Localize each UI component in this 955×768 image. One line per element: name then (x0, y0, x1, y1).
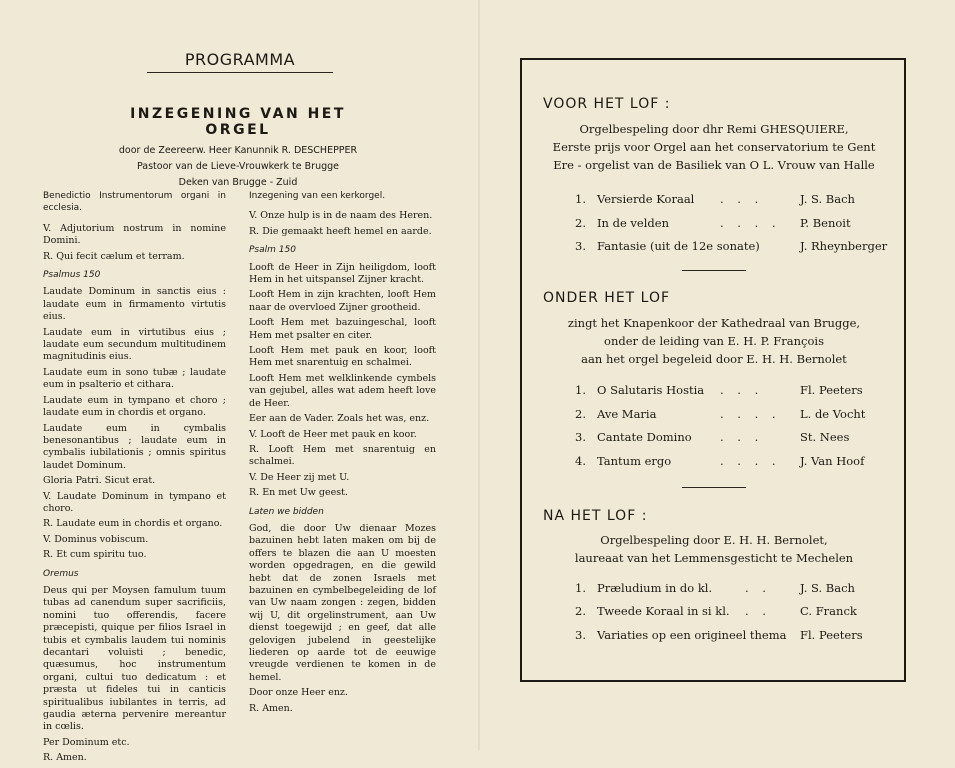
dutch-psalm-label: Psalm 150 (249, 245, 296, 256)
item-composer: J. Van Hoof (800, 454, 865, 468)
section-divider (682, 487, 746, 488)
latin-psalm-verse: Laudate eum in virtutibus eius ; laudate eum secundum multitudinem magnitudinis eius. (43, 326, 226, 363)
item-title: Versierde Koraal (597, 192, 695, 206)
item-dots: . . (745, 581, 771, 595)
title-underline (147, 72, 333, 73)
latin-psalm-verse: Laudate eum in cymbalis benesonantibus ; laudate eum in cymbalis iubilationis ; omnis spiritus laudet Dominum. (43, 422, 226, 471)
dutch-gloria: Eer aan de Vader. Zoals het was, enz. (249, 413, 430, 425)
na-line-1: Orgelbespeling door E. H. H. Bernolet, (600, 533, 828, 547)
byline-3: Deken van Brugge - Zuid (178, 177, 298, 188)
program-item (575, 383, 895, 399)
item-title: Variaties op een origineel thema (597, 628, 787, 642)
item-title: Tantum ergo (597, 454, 672, 468)
item-title: Fantasie (uit de 12e sonate) (597, 239, 760, 253)
dutch-psalm-verse: Looft Hem in zijn krachten, looft Hem naar de overvloed Zijner grootheid. (249, 289, 436, 313)
dutch-amen: R. Amen. (249, 702, 293, 714)
latin-gloria: Gloria Patri. Sicut erat. (43, 475, 156, 487)
item-composer: Fl. Peeters (800, 628, 863, 642)
latin-psalm-verse: Laudate eum in tympano et choro ; laudate eum in chordis et organo. (43, 394, 226, 419)
program-item (575, 604, 895, 620)
dutch-versicle-3: V. De Heer zij met U. (249, 471, 350, 483)
dutch-versicle-1: V. Onze hulp is in de naam des Heren. (249, 210, 433, 222)
item-dots: . . . . (720, 407, 781, 421)
latin-response-1: R. Qui fecit cælum et terram. (43, 250, 185, 262)
dutch-response-1: R. Die gemaakt heeft hemel en aarde. (249, 225, 432, 237)
item-number: 2. (575, 216, 586, 230)
item-title: Cantate Domino (597, 430, 692, 444)
dutch-column (249, 190, 436, 718)
item-composer: J. S. Bach (800, 192, 855, 206)
section-divider (682, 270, 746, 271)
latin-amen: R. Amen. (43, 752, 87, 764)
item-number: 3. (575, 628, 586, 642)
voor-line-3: Ere - orgelist van de Basiliek van O L. Vrouw van Halle (553, 158, 875, 172)
item-number: 4. (575, 454, 586, 468)
latin-psalm-verse: Laudate Dominum in sanctis eius : laudate eum in firmamento virtutis eius. (43, 286, 226, 323)
item-number: 2. (575, 604, 586, 618)
latin-versicle-1: V. Adjutorium nostrum in nomine Domini. (43, 222, 226, 247)
program-item (575, 239, 895, 255)
item-composer: L. de Vocht (800, 407, 866, 421)
program-item (575, 407, 895, 423)
item-composer: St. Nees (800, 430, 850, 444)
byline-1: door de Zeereerw. Heer Kanunnik R. DESCHEPPER (118, 145, 358, 156)
item-composer: Fl. Peeters (800, 383, 863, 397)
oremus-label: Oremus (43, 568, 79, 579)
item-composer: C. Franck (800, 604, 857, 618)
program-item (575, 581, 895, 597)
item-title: Ave Maria (597, 407, 657, 421)
latin-versicle-3: V. Dominus vobiscum. (43, 533, 149, 545)
item-dots: . . . (720, 383, 764, 397)
dutch-response-2: R. Looft Hem met snarentuig en schalmei. (249, 443, 436, 468)
voor-line-1: Orgelbespeling door dhr Remi GHESQUIERE, (579, 122, 849, 136)
latin-response-3: R. Et cum spiritu tuo. (43, 549, 147, 561)
ceremony-title: INZEGENING VAN HET ORGEL (130, 106, 346, 138)
na-het-lof-heading: NA HET LOF : (543, 508, 648, 524)
dutch-psalm-verse: Looft de Heer in Zijn heiligdom, looft Hem in het uitspansel Zijner kracht. (249, 261, 436, 286)
item-number: 1. (575, 383, 586, 397)
door-onze-heer: Door onze Heer enz. (249, 687, 348, 699)
dutch-versicle-2: V. Looft de Heer met pauk en koor. (249, 428, 417, 440)
program-item (575, 430, 895, 446)
na-line-2: laureaat van het Lemmensgesticht te Mechelen (574, 551, 854, 565)
page-fold (478, 0, 480, 750)
item-dots: . . (745, 604, 771, 618)
item-title: Præludium in do kl. (597, 581, 713, 595)
voor-line-2: Eerste prijs voor Orgel aan het conservatorium te Gent (552, 140, 876, 154)
per-dominum: Per Dominum etc. (43, 736, 130, 748)
dutch-psalm-verse: Looft Hem met pauk en koor, looft Hem met snarentuig en schalmei. (249, 345, 436, 369)
item-composer: J. S. Bach (800, 581, 855, 595)
latin-psalm-label: Psalmus 150 (43, 270, 101, 281)
dutch-response-3: R. En met Uw geest. (249, 487, 348, 499)
byline-2: Pastoor van de Lieve-Vrouwkerk te Brugge (136, 161, 339, 172)
item-number: 3. (575, 239, 586, 253)
item-title: In de velden (597, 216, 669, 230)
latin-psalm-verse: Laudate eum in sono tubæ ; laudate eum in psalterio et cithara. (43, 366, 226, 391)
onder-line-1: zingt het Knapenkoor der Kathedraal van Brugge, (567, 316, 861, 330)
program-item (575, 216, 895, 232)
item-dots: . . . (720, 430, 764, 444)
oremus-prayer: Deus qui per Moysen famulum tuum tubas ad canendum super sacrificiis, nomini tuo offerendis, facere præcepisti, quique per filios Israel in tubis et cymbalis laudem tui nominis decantari voluisti ; benedic, quæsumus, hoc instrumentum organi, cultui tuo dedicatum : et præsta ut fideles tui in canticis spiritualibus iubilantes in terris, ad gaudia æterna pervenire mereantur in cœlis. (43, 584, 226, 733)
latin-column (43, 190, 226, 768)
dutch-psalm-verse: Looft Hem met welklinkende cymbels van gejubel, alles wat adem heeft love de Heer. (249, 372, 436, 409)
item-composer: J. Rheynberger (800, 239, 888, 253)
programma-title: PROGRAMMA (184, 50, 296, 69)
item-dots: . . . (720, 192, 764, 206)
item-title: O Salutaris Hostia (597, 383, 705, 397)
latin-response-2: R. Laudate eum in chordis et organo. (43, 518, 223, 530)
onder-line-3: aan het orgel begeleid door E. H. H. Bernolet (581, 352, 847, 366)
item-dots: . . . . (720, 454, 781, 468)
item-title: Tweede Koraal in si kl. (597, 604, 730, 618)
ceremony-header (95, 106, 381, 191)
laten-we-bidden-label: Laten we bidden (249, 506, 324, 517)
voor-het-lof-heading: VOOR HET LOF : (543, 96, 671, 112)
item-dots: . . . . (720, 216, 781, 230)
item-number: 3. (575, 430, 586, 444)
onder-het-lof-heading: ONDER HET LOF (543, 290, 671, 306)
dutch-psalm-verse: Looft Hem met bazuingeschal, looft Hem met psalter en citer. (249, 317, 436, 341)
item-number: 1. (575, 581, 586, 595)
item-composer: P. Benoit (800, 216, 851, 230)
program-item (575, 454, 895, 470)
item-number: 2. (575, 407, 586, 421)
latin-heading: Benedictio Instrumentorum organi in ecclesia. (43, 191, 226, 214)
dutch-heading: Inzegening van een kerkorgel. (249, 191, 386, 201)
program-item (575, 628, 895, 644)
dutch-prayer: God, die door Uw dienaar Mozes bazuinen hebt laten maken om bij de offers te blazen die aan U moesten worden opgedragen, en die gewild hebt dat de zonen Israels met bazuinen en cymbelbegeleiding de lof van Uw naam zongen : zegen, bidden wij U, dit orgelinstrument, aan Uw dienst toegewijd ; en geef, dat alle gelovigen jubelend in geestelijke liederen op aarde tot de eeuwige vreugde verdienen te komen in de hemel. (249, 522, 436, 683)
program-item (575, 192, 895, 208)
latin-versicle-2: V. Laudate Dominum in tympano et choro. (43, 490, 226, 514)
item-number: 1. (575, 192, 586, 206)
onder-line-2: onder de leiding van E. H. P. François (604, 334, 824, 348)
